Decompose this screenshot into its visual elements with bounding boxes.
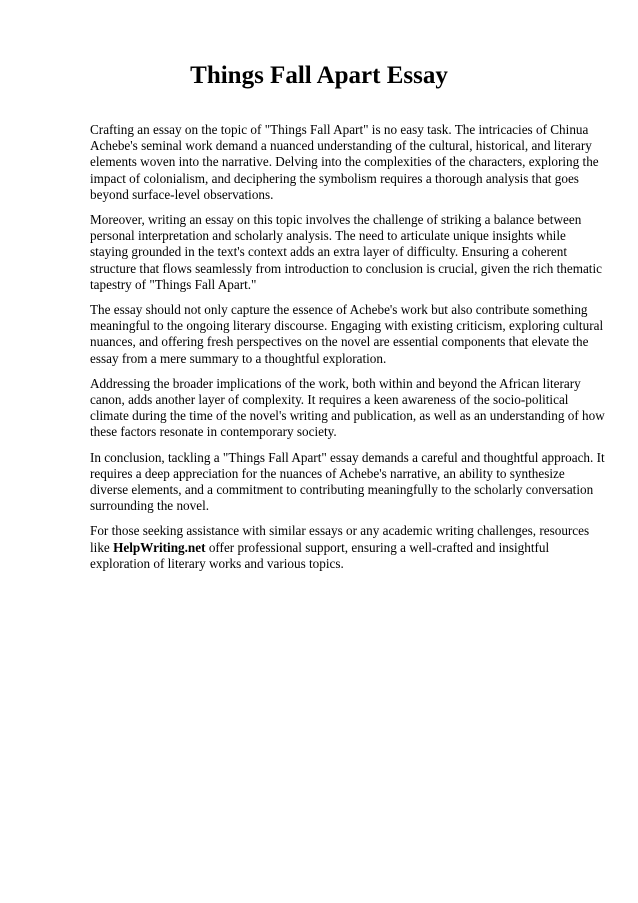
paragraph-6	[90, 523, 605, 572]
paragraph-6-after: offer professional support, ensuring a well-crafted and insightful exploration of literary works and various topics.	[90, 539, 550, 571]
paragraph-5: In conclusion, tackling a "Things Fall Apart" essay demands a careful and thoughtful approach. It requires a deep appreciation for the nuances of Achebe's narrative, an ability to synthesize diverse elements, and a commitment to contributing meaningfully to the scholarly conversation surrounding the novel.	[90, 449, 605, 514]
paragraph-3: The essay should not only capture the essence of Achebe's work but also contribute something meaningful to the ongoing literary discourse. Engaging with existing criticism, exploring cultural nuances, and offering fresh perspectives on the novel are essential components that elevate the essay from a mere summary to a thoughtful exploration.	[90, 302, 604, 366]
paragraph-1: Crafting an essay on the topic of "Things Fall Apart" is no easy task. The intricacies of Chinua Achebe's seminal work demand a nuanced understanding of the cultural, historical, and literary elements woven into the narrative. Delving into the complexities of the characters, exploring the impact of colonialism, and deciphering the symbolism requires a thorough analysis that goes beyond surface-level observations.	[90, 122, 599, 202]
paragraph-6-before: For those seeking assistance with similar essays or any academic writing challenges, resources like	[90, 523, 590, 555]
document-body	[90, 122, 605, 581]
document-title: Things Fall Apart Essay	[190, 62, 448, 89]
paragraph-4: Addressing the broader implications of the work, both within and beyond the African literary canon, adds another layer of complexity. It requires a keen awareness of the socio-political climate during the time of the novel's writing and publication, as well as an understanding of how these factors resonate in contemporary society.	[90, 375, 605, 440]
paragraph-2: Moreover, writing an essay on this topic involves the challenge of striking a balance between personal interpretation and scholarly analysis. The need to articulate unique insights while staying grounded in the text's context adds an extra layer of difficulty. Ensuring a coherent structure that flows seamlessly from introduction to conclusion is crucial, given the rich thematic tapestry of "Things Fall Apart."	[90, 212, 602, 292]
helpwriting-link[interactable]: HelpWriting.net	[113, 539, 206, 555]
